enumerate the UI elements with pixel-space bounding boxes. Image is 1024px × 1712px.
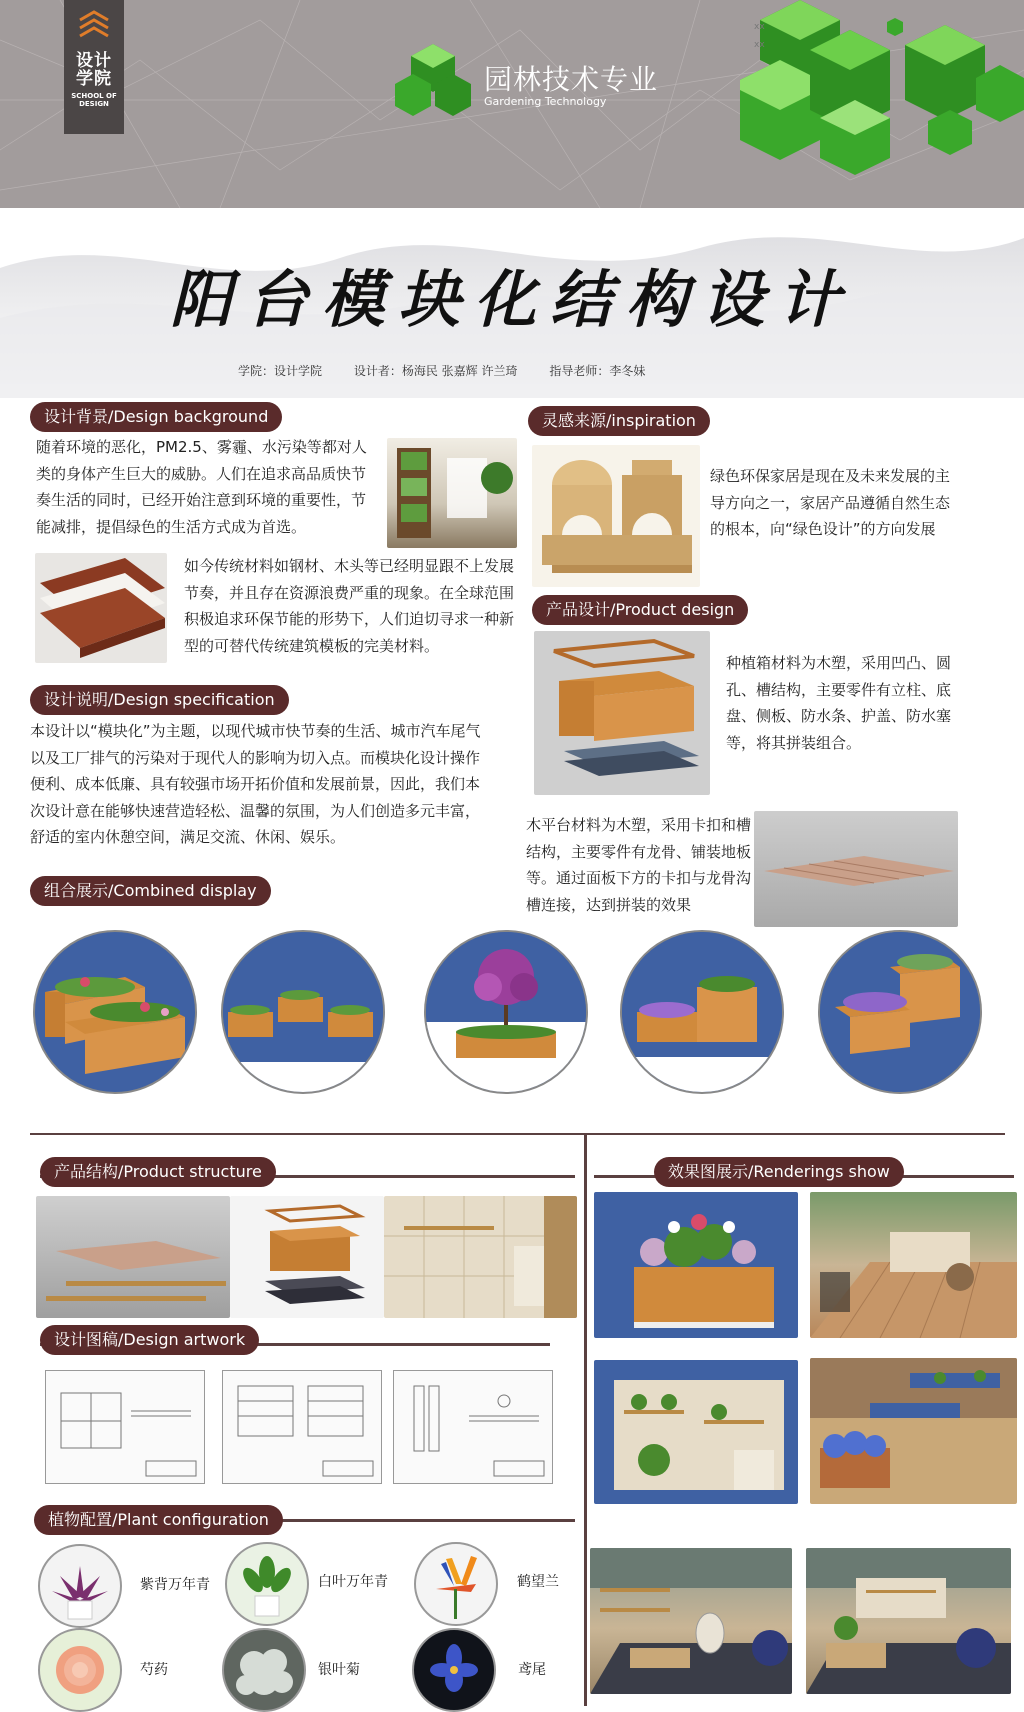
- wooden-blocks-art: [532, 445, 700, 587]
- combined-display-2: [221, 930, 385, 1094]
- background-text-2: 如今传统材料如钢材、木头等已经明显跟不上发展节奏，并且存在资源浪费严重的现象。在全球范围积极追求环保节能的形势下，人们迫切寻求一种新型的可替代传统建筑模板的完美材料。: [184, 557, 515, 655]
- structure-deck-art: [36, 1196, 230, 1318]
- poster-title: 阳台模块化结构设计: [169, 263, 854, 336]
- heading-product-structure: 产品结构/Product structure: [40, 1157, 276, 1187]
- rendering-2-art: [810, 1192, 1017, 1338]
- drawing-sheet-1: [45, 1370, 205, 1484]
- combined-display-4: [620, 930, 784, 1094]
- plant-photo-peony: [38, 1628, 122, 1712]
- planter-exploded-photo: [534, 631, 710, 795]
- drawing-2-art: [223, 1371, 381, 1483]
- plant-label-1: 紫背万年青: [140, 1577, 210, 1593]
- rendering-blue-flowers: [810, 1358, 1017, 1504]
- wpc-board-photo: [35, 553, 167, 663]
- heading-inspiration: 灵感来源/inspiration: [528, 406, 710, 436]
- credit-college: 学院：设计学院: [238, 364, 323, 378]
- heading-combined-display: 组合展示/Combined display: [30, 876, 271, 906]
- combined-display-5: [818, 930, 982, 1094]
- heading-design-background: 设计背景/Design background: [30, 402, 282, 432]
- balcony-photo: [387, 438, 517, 548]
- structure-photo-deck: [36, 1196, 230, 1318]
- rendering-6-art: [806, 1548, 1011, 1694]
- plant-art-4: [40, 1630, 120, 1710]
- department-title: 园林技术专业: [484, 63, 659, 96]
- school-name-cn: 设计 学院: [76, 51, 112, 89]
- plant-photo-white-aglaonema: [225, 1542, 309, 1626]
- department-subtitle: Gardening Technology: [484, 95, 607, 108]
- planter-exploded-art: [534, 631, 710, 795]
- rendering-balcony-swing: [590, 1548, 792, 1694]
- plant-label-4: 芍药: [140, 1662, 168, 1678]
- plant-art-2: [227, 1544, 307, 1624]
- drawing-3-art: [394, 1371, 552, 1483]
- combined-display-3: [424, 930, 588, 1094]
- plant-photo-iris: [412, 1628, 496, 1712]
- deck-platform-photo: [754, 811, 958, 927]
- credit-advisor: 指导老师：李冬妹: [549, 364, 646, 378]
- structure-photo-planter: [230, 1196, 384, 1318]
- plant-label-3: 鹤望兰: [517, 1574, 559, 1590]
- background-text-1: 随着环境的恶化，PM2.5、雾霾、水污染等都对人类的身体产生巨大的威胁。人们在追求高品质快节奏生活的同时，已经开始注意到环境的重要性，节能减排，提倡绿色的生活方式成为首选。: [36, 438, 367, 536]
- inspiration-text: 绿色环保家居是现在及未来发展的主导方向之一，家居产品遵循自然生态的根本，向“绿色设计”的方向发展: [710, 467, 951, 538]
- plant-photo-bird-of-paradise: [414, 1542, 498, 1626]
- heading-plant-configuration: 植物配置/Plant configuration: [34, 1505, 283, 1535]
- structure-photo-wall: [384, 1196, 577, 1318]
- horizontal-divider: [30, 1133, 1005, 1135]
- specification-text: 本设计以“模块化”为主题，以现代城市快节奏的生活、城市汽车尾气以及工厂排气的污染对于现代人的影响为切入点。而模块化设计操作便利、成本低廉、具有较强市场开拓价值和发展前景，因此，我们本次设计意在能够快速营造轻松、温馨的氛围，为人们创造多元丰富，舒适的室内休憩空间，满足交流、休闲、娱乐。: [30, 722, 481, 846]
- combined-art-4: [622, 932, 782, 1092]
- heading-design-specification: 设计说明/Design specification: [30, 685, 289, 715]
- combined-art-5: [820, 932, 980, 1092]
- gardening-logo-icon: [395, 44, 471, 116]
- combined-art-1: [35, 932, 195, 1092]
- rendering-balcony-deck: [810, 1192, 1017, 1338]
- drawing-sheet-2: [222, 1370, 382, 1484]
- balcony-photo-art: [387, 438, 517, 548]
- vertical-divider: [584, 1133, 587, 1706]
- rendering-3-art: [594, 1360, 798, 1504]
- school-logo-icon: [76, 8, 112, 42]
- header-mark: xx: [754, 22, 765, 32]
- rendering-wall-shelves: [594, 1360, 798, 1504]
- credits-line: [238, 362, 673, 379]
- plant-art-1: [40, 1546, 120, 1626]
- combined-art-2: [223, 932, 383, 1092]
- heading-renderings-show: 效果图展示/Renderings show: [654, 1157, 904, 1187]
- credit-designers: 设计者：杨海民 张嘉辉 许兰琦: [353, 364, 518, 378]
- heading-design-artwork: 设计图稿/Design artwork: [40, 1325, 259, 1355]
- plant-art-3: [416, 1544, 496, 1624]
- structure-planter-art: [230, 1196, 384, 1318]
- plant-art-6: [414, 1630, 494, 1710]
- rendering-balcony-seating: [806, 1548, 1011, 1694]
- product-design-text-1: 种植箱材料为木塑，采用凹凸、圆孔、槽结构，主要零件有立柱、底盘、侧板、防水条、护盖、防水塞等，将其拼装组合。: [726, 654, 952, 752]
- drawing-sheet-3: [393, 1370, 553, 1484]
- combined-display-1: [33, 930, 197, 1094]
- plant-art-5: [224, 1630, 304, 1710]
- structure-wall-art: [384, 1196, 577, 1318]
- plant-label-6: 鸢尾: [518, 1662, 546, 1678]
- plant-label-5: 银叶菊: [318, 1662, 360, 1678]
- plant-photo-dusty-miller: [222, 1628, 306, 1712]
- wooden-blocks-photo: [532, 445, 700, 587]
- drawing-1-art: [46, 1371, 204, 1483]
- school-badge: [64, 0, 124, 134]
- green-cubes-graphic: [740, 0, 1024, 175]
- plant-label-2: 白叶万年青: [318, 1574, 388, 1590]
- rendering-1-art: [594, 1192, 798, 1338]
- header-mark: xx: [754, 40, 765, 50]
- rendering-4-art: [810, 1358, 1017, 1504]
- plant-photo-purple-tradescantia: [38, 1544, 122, 1628]
- heading-product-design: 产品设计/Product design: [532, 595, 748, 625]
- product-design-text-2: 木平台材料为木塑，采用卡扣和槽结构，主要零件有龙骨、铺装地板等。通过面板下方的卡扣与龙骨沟槽连接，达到拼装的效果: [526, 816, 752, 914]
- wpc-board-art: [35, 553, 167, 663]
- combined-art-3: [426, 932, 586, 1092]
- deck-platform-art: [754, 811, 958, 927]
- rendering-planter-closeup: [594, 1192, 798, 1338]
- rendering-5-art: [590, 1548, 792, 1694]
- school-name-en: SCHOOL OF DESIGN: [71, 92, 117, 108]
